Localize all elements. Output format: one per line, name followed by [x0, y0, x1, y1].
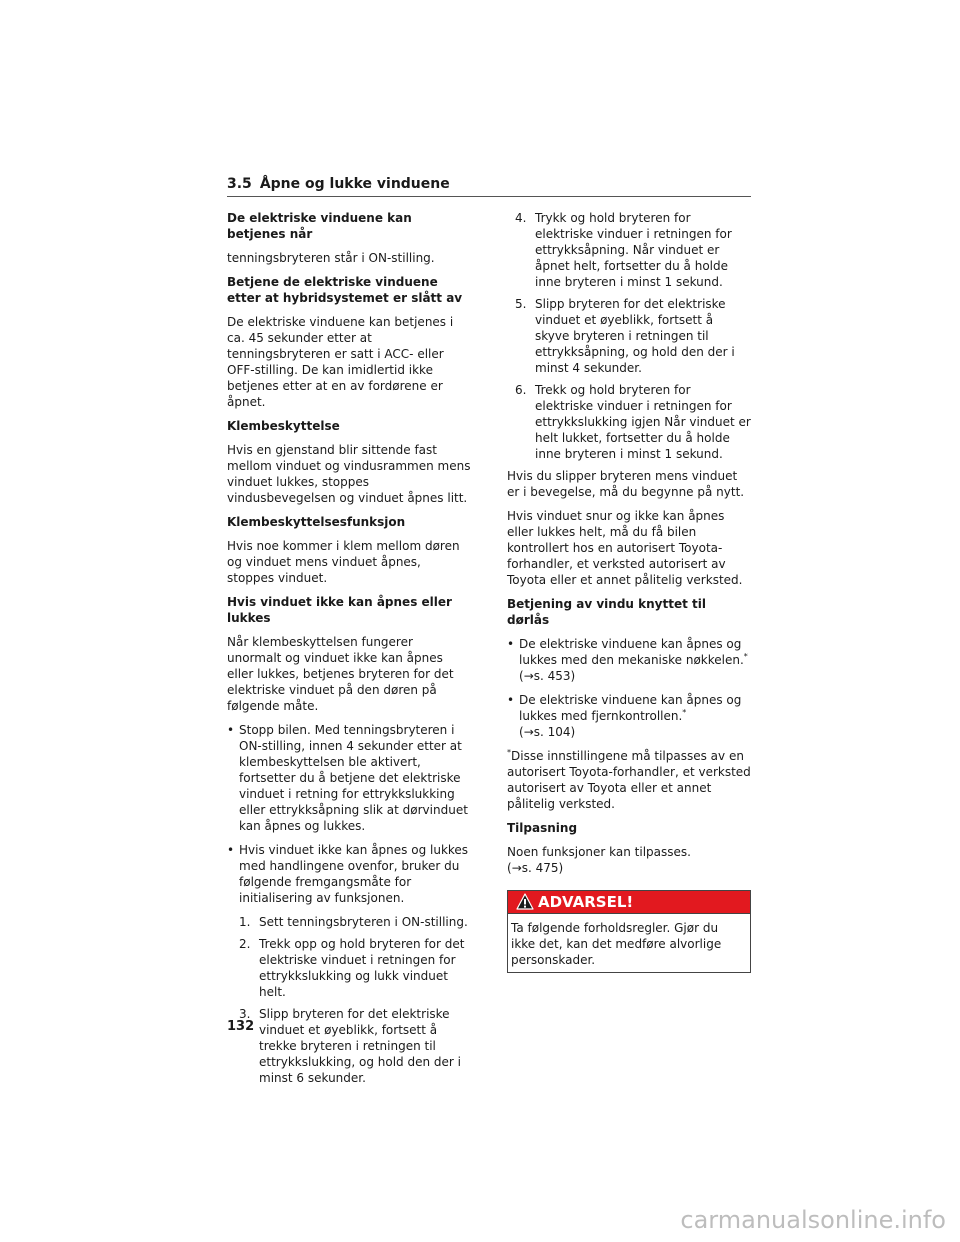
heading-window-not-working: Hvis vinduet ikke kan åpnes eller lukkes: [227, 595, 452, 625]
warning-box: [507, 890, 751, 973]
paragraph-customization: [507, 844, 751, 876]
page-reference-text: s. 453: [533, 669, 571, 683]
step-text: Trekk og hold bryteren for elektriske vinduer i retningen for ettrykkslukking igjen Når vinduet er helt lukket, fortsetter du å holde inne bryteren i minst 1 sekund.: [535, 383, 751, 461]
paragraph-jam-protection-function: Hvis noe kommer i klem mellom døren og vinduet mens vinduet åpnes, stoppes vinduet.: [227, 539, 460, 585]
asterisk-marker: *: [682, 708, 687, 717]
arrow-right-icon: →: [523, 725, 534, 739]
step-item: [515, 210, 751, 290]
step-number: 1.: [239, 915, 251, 929]
step-number: 4.: [515, 211, 527, 225]
bullet-text: De elektriske vinduene kan åpnes og lukkes med fjernkontrollen.: [519, 693, 742, 723]
bullet-stop-car: • Stopp bilen. Med tenningsbryteren i ON-stilling, innen 4 sekunder etter at klembeskyttelsen ble aktivert, fortsetter du å betjene det elektriske vinduet i retning for ettrykkslukking eller ettrykksåpning slik at dørvinduet kan åpnes og lukkes.: [227, 722, 471, 834]
step-number: 5.: [515, 297, 527, 311]
bullet-initialization: • Hvis vinduet ikke kan åpnes og lukkes med handlingene ovenfor, bruker du følgende fremgangsmåte for initialisering av funksjonen.: [227, 842, 471, 906]
bullet-mechanical-key: [507, 636, 751, 684]
step-text: Trykk og hold bryteren for elektriske vinduer i retningen for ettrykksåpning. Når vinduet er åpnet helt, fortsetter du å holde inne bryteren i minst 1 sekund.: [535, 211, 732, 289]
asterisk-marker: *: [743, 652, 748, 661]
paragraph-after-hybrid-off: De elektriske vinduene kan betjenes i ca. 45 sekunder etter at tenningsbryteren er satt i ACC- eller OFF-stilling. De kan imidlertid ikke betjenes etter at en av fordørene er åpnet.: [227, 315, 454, 409]
bullet-text: De elektriske vinduene kan åpnes og lukkes med den mekaniske nøkkelen.: [519, 637, 744, 667]
step-number: 2.: [239, 937, 251, 951]
section-number: 3.5: [227, 176, 252, 192]
warning-body: Ta følgende forholdsregler. Gjør du ikke det, kan det medføre alvorlige personskader.: [511, 921, 722, 967]
heading-jam-protection-function: Klembeskyttelsesfunksjon: [227, 515, 406, 529]
step-number: 6.: [515, 383, 527, 397]
step-item: [515, 382, 751, 462]
footnote-text: Disse innstillingene må tilpasses av en autorisert Toyota-forhandler, et verksted autorisert av Toyota eller et annet pålitelig verksted.: [507, 749, 751, 811]
customization-text: Noen funksjoner kan tilpasses.: [507, 845, 691, 859]
arrow-right-icon: →: [523, 669, 534, 683]
page-reference-text: s. 475: [521, 861, 559, 875]
paragraph-dealer-check: Hvis vinduet snur og ikke kan åpnes eller lukkes helt, må du få bilen kontrollert hos en autorisert Toyota-forhandler, et verksted autorisert av Toyota eller et annet pålitelig verksted.: [507, 509, 743, 587]
page-number: 132: [227, 1019, 255, 1034]
step-item: [239, 1006, 471, 1086]
section-title: Åpne og lukke vinduene: [259, 176, 450, 192]
warning-triangle-icon: [516, 893, 534, 910]
paragraph-jam-protection: Hvis en gjenstand blir sittende fast mellom vinduet og vindusrammen mens vinduet lukkes, stoppes vindusbevegelsen og vinduet åpnes litt.: [227, 443, 471, 505]
step-text: Slipp bryteren for det elektriske vinduet et øyeblikk, fortsett å trekke bryteren i retningen til ettrykkslukking, og hold den der i minst 6 sekunder.: [259, 1007, 461, 1085]
page-reference[interactable]: (→s. 104): [519, 725, 576, 739]
heading-door-lock-linked: Betjening av vindu knyttet til dørlås: [507, 597, 706, 627]
warning-header: [508, 891, 750, 914]
paragraph-ignition-on: tenningsbryteren står i ON-stilling.: [227, 251, 435, 265]
heading-jam-protection: Klembeskyttelse: [227, 419, 340, 433]
left-column: [227, 210, 471, 1092]
section-header: [227, 176, 751, 197]
warning-title: ADVARSEL!: [538, 893, 634, 911]
step-item: [239, 936, 471, 1000]
page-reference[interactable]: (→s. 475): [507, 861, 564, 875]
paragraph-window-not-working: Når klembeskyttelsen fungerer unormalt og vinduet ikke kan åpnes eller lukkes, betjenes bryteren for det elektriske vinduet på den døren på følgende måte.: [227, 635, 454, 713]
heading-customization: Tilpasning: [507, 821, 578, 835]
page-reference-text: s. 104: [533, 725, 571, 739]
page-reference[interactable]: (→s. 453): [519, 669, 576, 683]
step-text: Sett tenningsbryteren i ON-stilling.: [259, 915, 468, 929]
step-number: 3.: [239, 1007, 251, 1021]
watermark: carmanualsonline.info: [680, 1206, 946, 1234]
step-item: [515, 296, 751, 376]
right-column: [507, 210, 751, 973]
heading-after-hybrid-off: Betjene de elektriske vinduene etter at hybridsystemet er slått av: [227, 275, 463, 305]
bullet-remote-control: [507, 692, 751, 740]
arrow-right-icon: →: [511, 861, 522, 875]
asterisk-marker: *: [507, 748, 511, 757]
heading-operable-when: De elektriske vinduene kan betjenes når: [227, 211, 412, 241]
footnote: [507, 748, 751, 812]
step-text: Trekk opp og hold bryteren for det elektriske vinduet i retningen for ettrykkslukking og lukk vinduet helt.: [259, 937, 465, 999]
step-item: [239, 914, 471, 930]
step-text: Slipp bryteren for det elektriske vinduet et øyeblikk, fortsett å skyve bryteren i retningen til ettrykksåpning, og hold den der i minst 4 sekunder.: [535, 297, 735, 375]
paragraph-restart: Hvis du slipper bryteren mens vinduet er i bevegelse, må du begynne på nytt.: [507, 469, 745, 499]
